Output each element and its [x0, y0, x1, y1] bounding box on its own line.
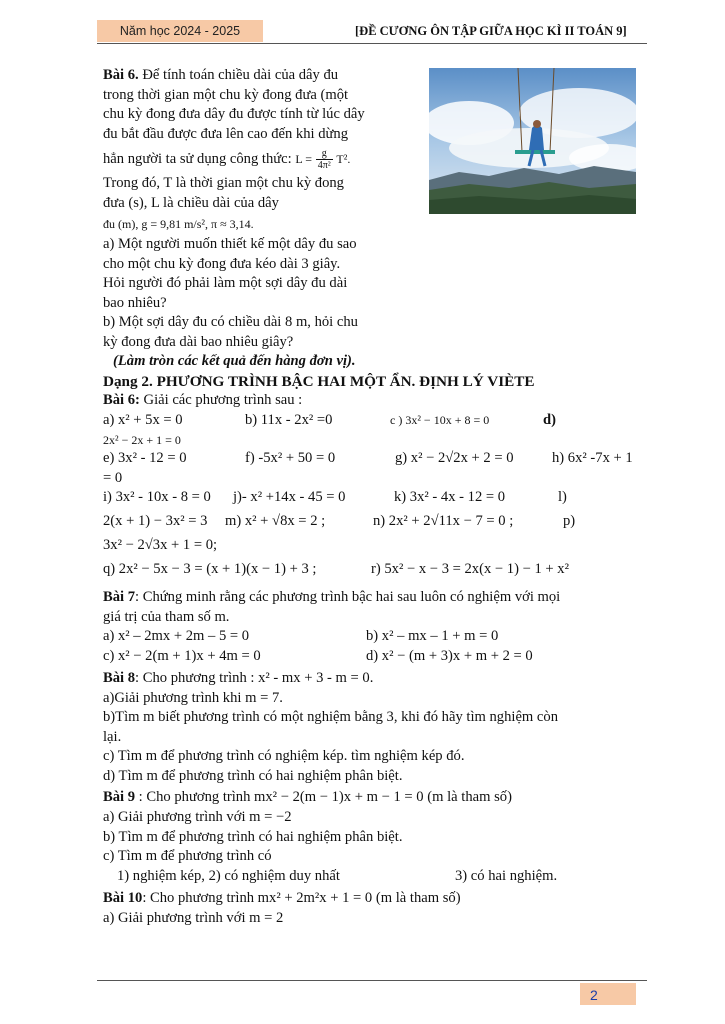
bai8-b1: b)Tìm m biết phương trình có một nghiệm bằng 3, khi đó hãy tìm nghiệm còn	[103, 709, 559, 725]
bai6b-row-5	[103, 560, 648, 584]
bai7-eq-d: d) x² − (m + 3)x + m + 2 = 0	[366, 648, 533, 664]
formula-denominator: 4π²	[317, 160, 331, 172]
bai8-text-1: : Cho phương trình : x² - mx + 3 - m = 0.	[135, 670, 374, 686]
bai9-b: b) Tìm m để phương trình có hai nghiệm phân biệt.	[103, 828, 403, 845]
formula-fraction	[316, 148, 333, 171]
bai6b-label: Bài 6:	[103, 392, 140, 408]
eq-n: n) 2x² + 2√11x − 7 = 0 ;	[373, 513, 514, 529]
bai6a-line2: trong thời gian một chu kỳ đong đưa (một	[103, 86, 349, 103]
bai6a-text-5: hẳn người ta sử dụng công thức:	[103, 151, 292, 167]
bai9-c: c) Tìm m để phương trình có	[103, 848, 272, 864]
bai6a-line6: Trong đó, T là thời gian một chu kỳ đong	[103, 175, 344, 191]
eq-c: c ) 3x² − 10x + 8 = 0	[390, 412, 490, 427]
bai6a-qb2: kỳ đong đưa dài bao nhiêu giây?	[103, 333, 294, 350]
bai7-line2: giá trị của tham số m.	[103, 608, 230, 625]
bai8-b2: lại.	[103, 728, 122, 745]
bai7-row-1	[103, 627, 648, 647]
bai10-text-1: : Cho phương trình mx² + 2m²x + 1 = 0 (m là tham số)	[142, 889, 461, 906]
eq-m: m) x² + √8x = 2 ;	[225, 513, 326, 529]
bai8-c: c) Tìm m để phương trình có nghiệm kép. tìm nghiệm kép đó.	[103, 748, 465, 764]
bai9-label: Bài 9	[103, 789, 136, 805]
bai6a-qa4: bao nhiêu?	[103, 294, 167, 311]
formula-rhs: T².	[336, 152, 351, 166]
bai6a-qa2: cho một chu kỳ đong đưa kéo dài 3 giây.	[103, 255, 341, 272]
page-number: 2	[590, 987, 598, 1003]
bai6a-line1	[103, 66, 648, 86]
bai10-line1	[103, 887, 648, 909]
eq-p-label: p)	[563, 513, 576, 529]
bai9-line1	[103, 786, 648, 808]
bai9-a: a) Giải phương trình với m = −2	[103, 809, 292, 825]
school-year-badge: Năm học 2024 - 2025	[97, 20, 263, 42]
bai6a-qa1: a) Một người muốn thiết kế một dây đu sao	[103, 236, 357, 252]
bai9-c-option-3: 3) có hai nghiệm.	[455, 867, 558, 884]
eq-d-label: d)	[543, 411, 556, 428]
eq-p: 3x² − 2√3x + 1 = 0;	[103, 537, 218, 553]
page-number-badge	[580, 983, 636, 1005]
eq-h: h) 6x² -7x + 1	[552, 449, 633, 466]
bai6b-row-3	[103, 488, 648, 512]
eq-q: q) 2x² − 5x − 3 = (x + 1)(x − 1) + 3 ;	[103, 561, 317, 577]
formula-numerator: g	[316, 148, 333, 160]
bai10-label: Bài 10	[103, 889, 143, 906]
page-content	[103, 66, 648, 928]
eq-l: 2(x + 1) − 3x² = 3	[103, 513, 208, 529]
eq-r: r) 5x² − x − 3 = 2x(x − 1) − 1 + x²	[371, 561, 569, 577]
footer-divider	[97, 980, 647, 981]
bai8-line1	[103, 669, 648, 689]
bai6a-line7: đưa (s), L là chiều dài của dây	[103, 194, 279, 211]
bai7-eq-b: b) x² – mx – 1 + m = 0	[366, 628, 499, 644]
bai6a-label: Bài 6.	[103, 67, 139, 83]
bai8-label: Bài 8	[103, 670, 136, 686]
bai6b-row-1	[103, 411, 648, 431]
bai7-text-1: : Chứng minh rằng các phương trình bậc hai sau luôn có nghiệm với mọi	[135, 589, 561, 605]
bai8-d: d) Tìm m để phương trình có hai nghiệm phân biệt.	[103, 767, 403, 784]
bai6a-qa3: Hỏi người đó phải làm một sợi dây đu dài	[103, 275, 348, 291]
bai10-a: a) Giải phương trình với m = 2	[103, 909, 284, 926]
bai7-row-2	[103, 647, 648, 667]
bai9-text-1: : Cho phương trình mx² − 2(m − 1)x + m − 1 = 0 (m là tham số)	[135, 789, 512, 805]
bai6a-formula-line	[103, 144, 648, 174]
bai6b-row-2	[103, 449, 648, 469]
eq-i: i) 3x² - 10x - 8 = 0	[103, 489, 211, 505]
header-divider	[97, 43, 647, 44]
eq-d: 2x² − 2x + 1 = 0	[103, 432, 181, 447]
bai7-label: Bài 7	[103, 589, 136, 605]
bai7-eq-c: c) x² − 2(m + 1)x + 4m = 0	[103, 648, 261, 664]
document-title: [ĐỀ CƯƠNG ÔN TẬP GIỮA HỌC KÌ II TOÁN 9]	[355, 24, 627, 38]
eq-b: b) 11x - 2x² =0	[245, 411, 333, 428]
bai9-c-options	[103, 867, 648, 887]
eq-f: f) -5x² + 50 = 0	[245, 449, 336, 466]
eq-l-label: l)	[558, 489, 567, 505]
bai6a-note: (Làm tròn các kết quả đến hàng đơn vị).	[113, 353, 356, 369]
bai6b-text: Giải các phương trình sau :	[143, 392, 303, 408]
bai8-a: a)Giải phương trình khi m = 7.	[103, 689, 283, 706]
bai7-eq-a: a) x² – 2mx + 2m – 5 = 0	[103, 628, 250, 644]
bai6a-line8: đu (m), g = 9,81 m/s², π ≈ 3,14.	[103, 217, 254, 231]
eq-j: j)- x² +14x - 45 = 0	[233, 489, 346, 505]
bai9-c-option-1-2: 1) nghiệm kép, 2) có nghiệm duy nhất	[117, 867, 340, 884]
bai6a-line3: chu kỳ đong đưa dây đu được tính từ lúc dây	[103, 106, 365, 122]
bai6a-qb1: b) Một sợi dây đu có chiều dài 8 m, hỏi chu	[103, 314, 358, 330]
bai6b-row-4	[103, 512, 648, 536]
eq-e: e) 3x² - 12 = 0	[103, 449, 187, 466]
eq-g: g) x² − 2√2x + 2 = 0	[395, 449, 514, 466]
bai7-line1	[103, 588, 648, 608]
bai6a-line4: đu bắt đầu được đưa lên cao đến khi dừng	[103, 125, 349, 142]
eq-h-cont: = 0	[103, 469, 123, 486]
section-heading-dang2: Dạng 2. PHƯƠNG TRÌNH BẬC HAI MỘT ẨN. ĐỊNH LÝ VIÈTE	[103, 372, 535, 390]
bai6a-text-1: Để tính toán chiều dài của dây đu	[142, 67, 339, 83]
formula-lhs: L =	[295, 152, 313, 166]
eq-k: k) 3x² - 4x - 12 = 0	[394, 489, 506, 505]
bai6b-intro	[103, 391, 648, 411]
eq-a: a) x² + 5x = 0	[103, 411, 183, 428]
